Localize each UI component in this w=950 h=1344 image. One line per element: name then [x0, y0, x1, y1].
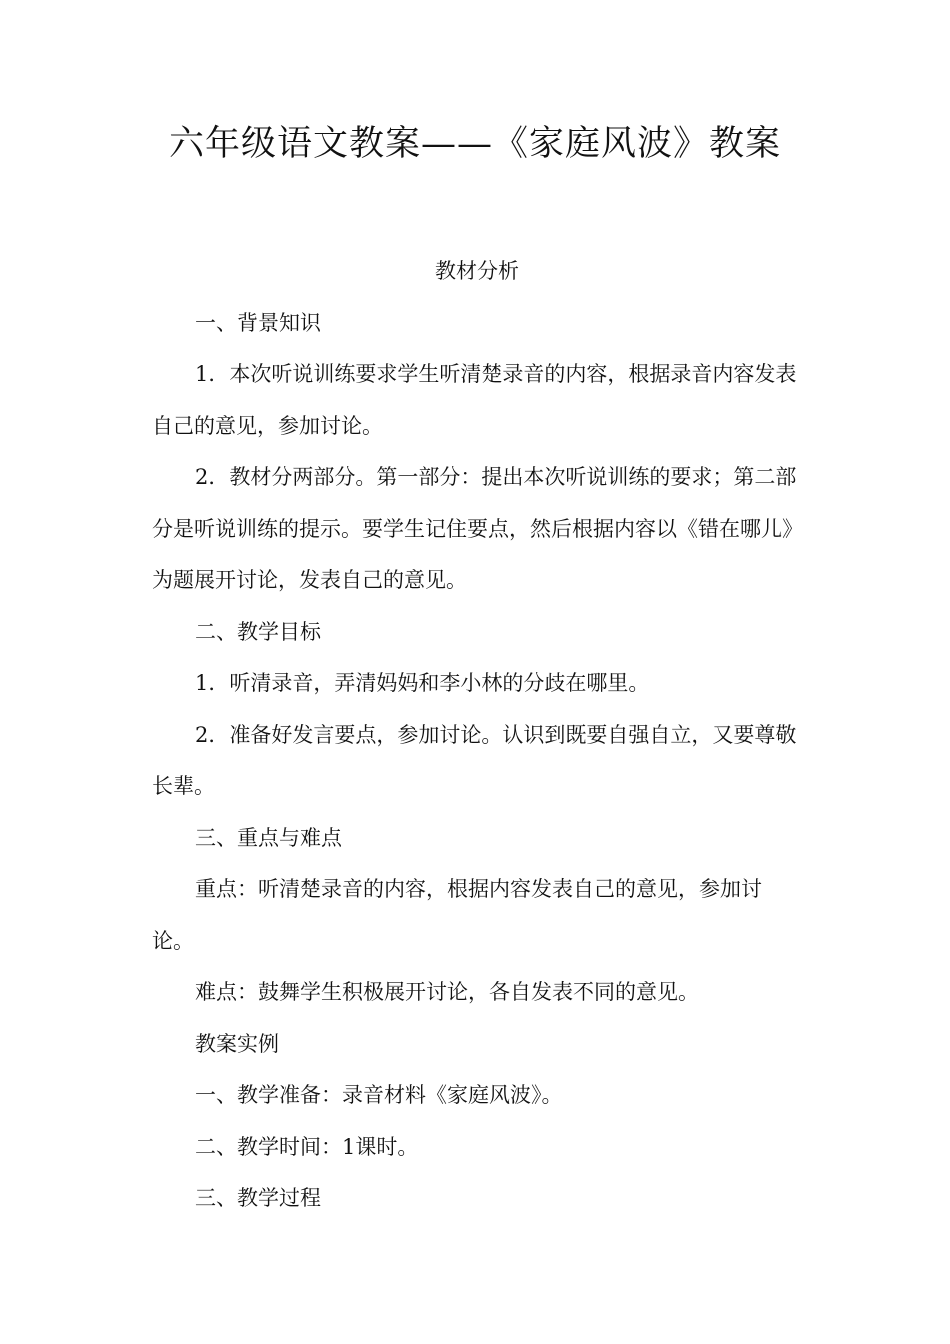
- document-title: 六年级语文教案——《家庭风波》教案: [168, 124, 781, 164]
- heading-lesson-example: 教案实例: [195, 1031, 279, 1056]
- paragraph-background-2: 2．教材分两部分。第一部分：提出本次听说训练的要求；第二部分是听说训练的提示。要学生记住要点，然后根据内容以《错在哪儿》为题展开讨论，发表自己的意见。: [152, 465, 797, 592]
- heading-background-knowledge: 一、背景知识: [195, 310, 321, 335]
- paragraph-background-1: 1．本次听说训练要求学生听清楚录音的内容，根据录音内容发表自己的意见，参加讨论。: [152, 362, 797, 438]
- section-heading-textbook-analysis: 教材分析: [435, 259, 519, 283]
- paragraph-lesson-time: 二、教学时间：1课时。: [195, 1134, 419, 1159]
- paragraph-preparation: 一、教学准备：录音材料《家庭风波》。: [195, 1083, 563, 1107]
- heading-teaching-goals: 二、教学目标: [195, 619, 321, 644]
- paragraph-key-point: 重点：听清楚录音的内容，根据内容发表自己的意见，参加讨论。: [152, 877, 762, 953]
- document-body: [152, 246, 802, 1225]
- heading-key-points: 三、重点与难点: [195, 825, 342, 850]
- paragraph-difficult-point: 难点：鼓舞学生积极展开讨论，各自发表不同的意见。: [195, 980, 699, 1004]
- heading-teaching-process: 三、教学过程: [195, 1186, 321, 1210]
- paragraph-goal-2: 2．准备好发言要点，参加讨论。认识到既要自强自立，又要尊敬长辈。: [152, 722, 797, 798]
- paragraph-goal-1: 1．听清录音，弄清妈妈和李小林的分歧在哪里。: [195, 671, 650, 695]
